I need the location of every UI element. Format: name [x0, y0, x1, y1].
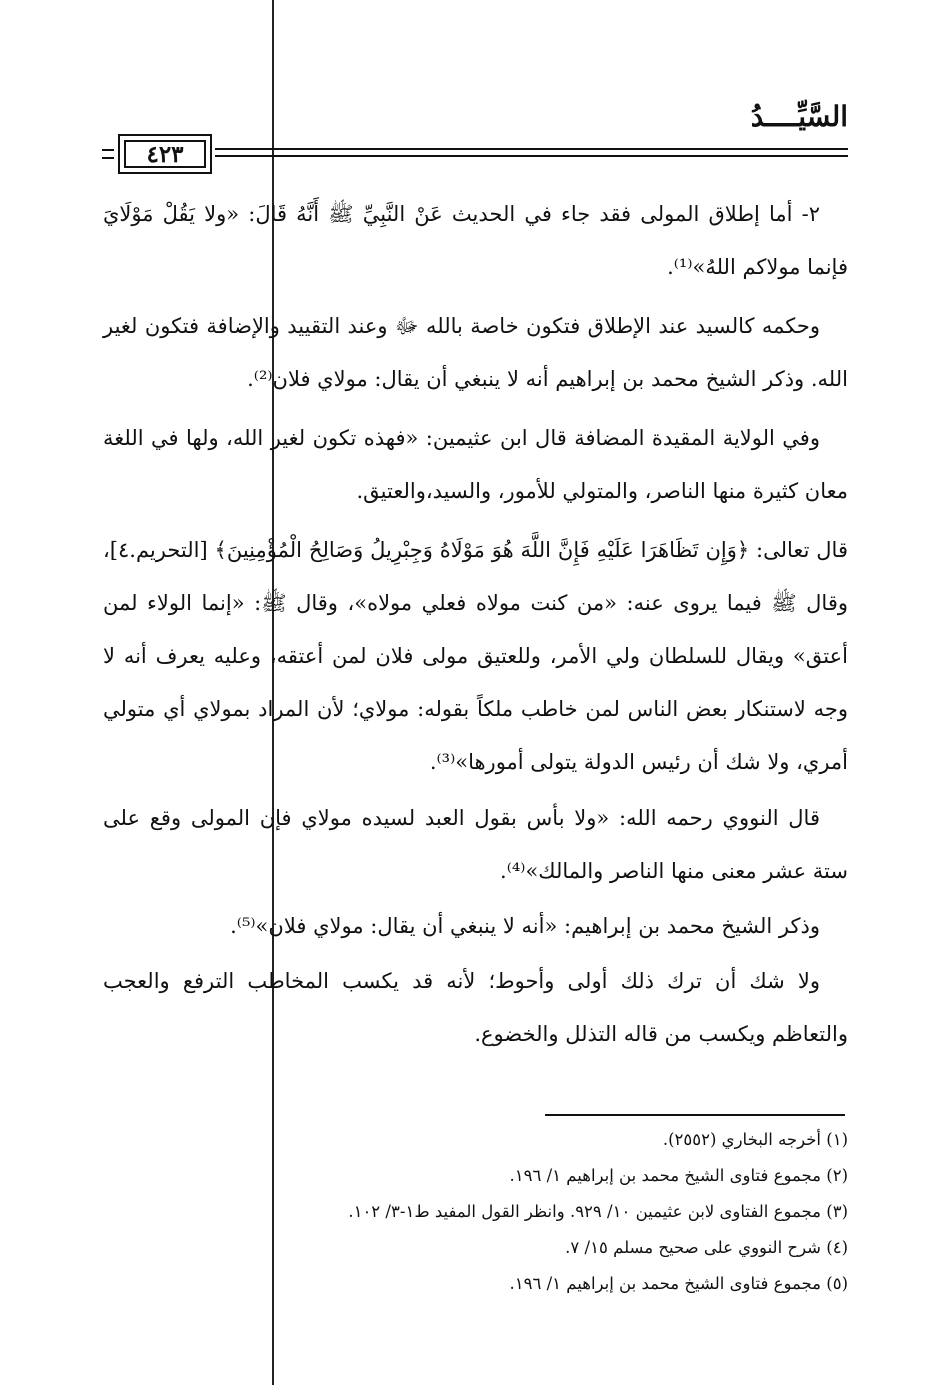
paragraph-6: وذكر الشيخ محمد بن إبراهيم: «أنه لا ينبغي أن يقال: مولاي فلان»⁽⁵⁾.	[230, 914, 820, 938]
footnote-separator	[545, 1114, 845, 1116]
footnote-5: (٥) مجموع فتاوى الشيخ محمد بن إبراهيم ١/ ١٩٦.	[509, 1274, 848, 1293]
footnote-3: (٣) مجموع الفتاوى لابن عثيمين ١٠/ ٩٢٩. وانظر القول المفيد ط١-٣/ ١٠٢.	[348, 1202, 848, 1221]
paragraph-3: وفي الولاية المقيدة المضافة قال ابن عثيمين: «فهذه تكون لغير الله، ولها في اللغة معان كثيرة منها الناصر، والمتولي للأمور، والسيد،والعتيق.	[103, 426, 848, 503]
footnote-4: (٤) شرح النووي على صحيح مسلم ١٥/ ٧.	[565, 1238, 848, 1257]
footnotes	[103, 1122, 848, 1302]
header-rule-top	[215, 148, 848, 150]
footnote-2: (٢) مجموع فتاوى الشيخ محمد بن إبراهيم ١/ ١٩٦.	[509, 1166, 848, 1185]
paragraph-7: ولا شك أن ترك ذلك أولى وأحوط؛ لأنه قد يكسب المخاطب الترفع والعجب والتعاظم ويكسب من قاله التذلل والخضوع.	[103, 969, 848, 1046]
paragraph-4-verse: قال تعالى: ﴿وَإِن تَظَاهَرَا عَلَيْهِ فَإِنَّ اللَّهَ هُوَ مَوْلَاهُ وَجِبْرِيلُ وَصَالِحُ الْمُؤْمِنِينَ﴾ [التحريم.٤]، وقال ﷺ فيما يروى عنه: «من كنت مولاه فعلي مولاه»، وقال ﷺ: «إنما الولاء لمن أعتق» ويقال للسلطان ولي الأمر، وللعتيق مولى فلان لمن أعتقه، وعليه يعرف أنه لا وجه لاستنكار بعض الناس لمن خاطب ملكاً بقوله: مولاي؛ لأن المراد بمولاي أي متولي أمري، ولا شك أن رئيس الدولة يتولى أمورها»⁽³⁾.	[103, 538, 848, 774]
paragraph-2: وحكمه كالسيد عند الإطلاق فتكون خاصة بالله ﷻ وعند التقييد والإضافة فتكون لغير الله. وذكر الشيخ محمد بن إبراهيم أنه لا ينبغي أن يقال: مولاي فلان⁽²⁾.	[103, 314, 848, 391]
paragraph-1: ٢- أما إطلاق المولى فقد جاء في الحديث عَنْ النَّبِيِّ ﷺ أَنَّهُ قَالَ: «ولا يَقُلْ مَوْلَايَ فإنما مولاكم اللهُ»⁽¹⁾.	[103, 202, 848, 279]
paragraph-5: قال النووي رحمه الله: «ولا بأس بقول العبد لسيده مولاي فإن المولى وقع على ستة عشر معنى منها الناصر والمالك»⁽⁴⁾.	[103, 806, 848, 883]
header-rule-bottom	[215, 155, 848, 157]
footnote-1: (١) أخرجه البخاري (٢٥٥٢).	[662, 1130, 848, 1149]
page-number: ٤٢٣	[124, 140, 206, 168]
running-header-title: السَّيِّــــدُ	[750, 100, 848, 133]
header-edge-mark	[102, 149, 114, 159]
page-number-frame	[118, 134, 212, 174]
